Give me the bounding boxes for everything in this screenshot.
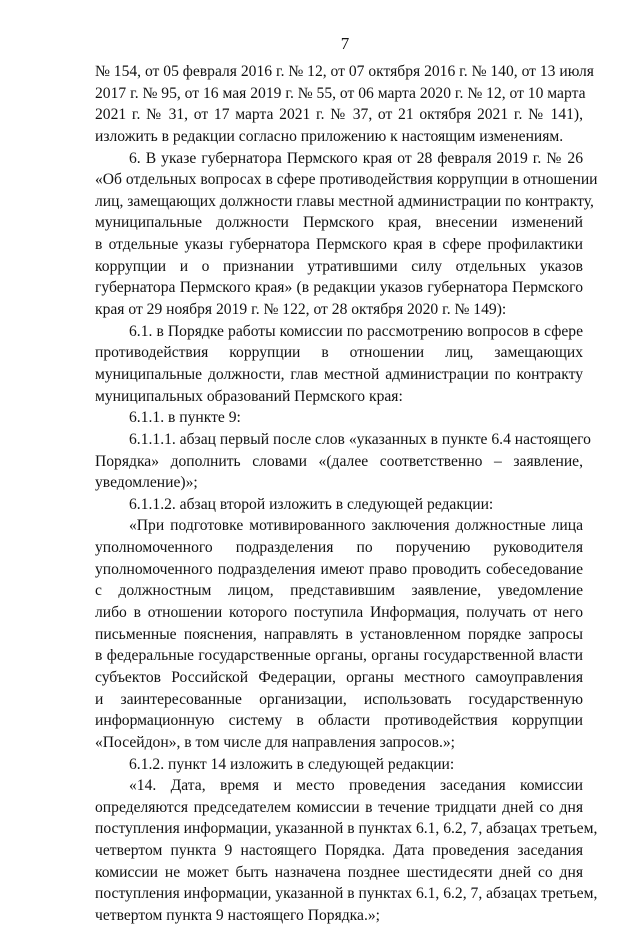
text-line: субъектов Российской Федерации, органы местного самоуправления	[95, 668, 583, 686]
text-line: поступления информации, указанной в пунктах 6.1, 6.2, 7, абзацах третьем,	[95, 820, 598, 838]
text-line: края от 29 ноября 2019 г. № 122, от 28 октября 2020 г. № 149):	[95, 301, 507, 319]
text-line: 6.1.2. пункт 14 изложить в следующей редакции:	[129, 755, 455, 773]
text-line: муниципальные должности, глав местной администрации по контракту	[95, 365, 583, 383]
text-line: в отдельные указы губернатора Пермского края в сфере профилактики	[95, 236, 583, 254]
text-line: коррупции и о признании утратившими силу отдельных указов	[95, 257, 583, 275]
text-line: четвертом пункта 9 настоящего Порядка.»;	[95, 906, 380, 924]
text-line: «14. Дата, время и место проведения заседания комиссии	[129, 777, 583, 795]
text-line: уполномоченного подразделения по поручению руководителя	[95, 539, 583, 557]
text-line: информационную систему в области противодействия коррупции	[95, 712, 583, 730]
text-line: поступления информации, указанной в пунктах 6.1, 6.2, 7, абзацах третьем,	[95, 885, 598, 903]
text-line: 6. В указе губернатора Пермского края от 28 февраля 2019 г. № 26	[129, 149, 583, 167]
text-line: в федеральные государственные органы, органы государственной власти	[95, 647, 583, 665]
text-line: либо в отношении которого поступила Информация, получать от него	[95, 604, 583, 622]
text-line: 6.1.1.2. абзац второй изложить в следующей редакции:	[129, 495, 494, 513]
text-line: лиц, замещающих должности главы местной администрации по контракту,	[95, 192, 594, 210]
text-line: «Посейдон», в том числе для направления запросов.»;	[95, 733, 455, 751]
text-line: определяются председателем комиссии в течение тридцати дней со дня	[95, 798, 583, 816]
text-line: уведомление)»;	[95, 474, 198, 492]
text-line: противодействия коррупции в отношении лиц, замещающих	[95, 344, 583, 362]
text-line: 2017 г. № 95, от 16 мая 2019 г. № 55, от 06 марта 2020 г. № 12, от 10 марта	[95, 84, 586, 102]
text-line: и заинтересованные организации, использовать государственную	[95, 690, 583, 708]
text-line: четвертом пункта 9 настоящего Порядка. Дата проведения заседания	[95, 842, 583, 860]
text-line: комиссии не может быть назначена позднее шестидесяти дней со дня	[95, 863, 583, 881]
text-line: 2021 г. № 31, от 17 марта 2021 г. № 37, от 21 октября 2021 г. № 141),	[95, 106, 583, 124]
text-line: письменные пояснения, направлять в установленном порядке запросы	[95, 625, 583, 643]
document-body	[95, 61, 598, 927]
text-line: губернатора Пермского края» (в редакции указов губернатора Пермского	[95, 279, 583, 297]
text-line: муниципальные должности Пермского края, внесении изменений	[95, 214, 583, 232]
text-line: Порядка» дополнить словами «(далее соответственно – заявление,	[95, 452, 583, 470]
text-line: 6.1. в Порядке работы комиссии по рассмотрению вопросов в сфере	[129, 322, 583, 340]
text-line: 6.1.1. в пункте 9:	[129, 409, 241, 427]
page-number: 7	[340, 34, 350, 53]
text-line: муниципальных образований Пермского края:	[95, 387, 403, 405]
text-line: «При подготовке мотивированного заключения должностные лица	[129, 517, 583, 535]
text-line: с должностным лицом, представившим заявление, уведомление	[95, 582, 583, 600]
text-line: уполномоченного подразделения имеют право проводить собеседование	[95, 560, 583, 578]
text-line: изложить в редакции согласно приложению к настоящим изменениям.	[95, 127, 564, 145]
text-line: № 154, от 05 февраля 2016 г. № 12, от 07 октября 2016 г. № 140, от 13 июля	[95, 63, 594, 80]
text-line: «Об отдельных вопросах в сфере противодействия коррупции в отношении	[95, 171, 598, 189]
text-line: 6.1.1.1. абзац первый после слов «указанных в пункте 6.4 настоящего	[129, 430, 591, 448]
